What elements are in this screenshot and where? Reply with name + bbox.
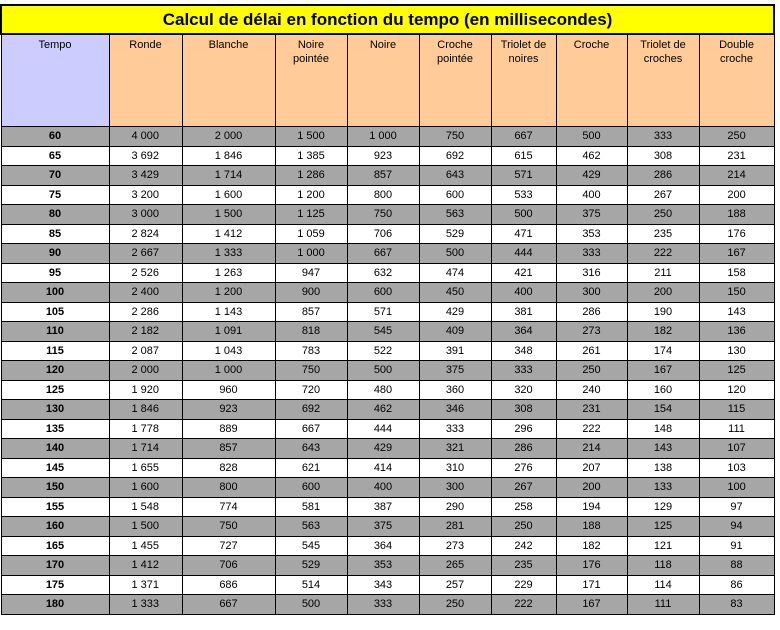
delay-cell[interactable]: 333 (347, 595, 419, 615)
delay-cell[interactable]: 333 (419, 419, 491, 439)
delay-cell[interactable]: 129 (627, 497, 699, 517)
delay-cell[interactable]: 1 500 (275, 127, 347, 147)
table-row (1, 458, 774, 478)
delay-cell[interactable]: 1 714 (182, 166, 275, 186)
delay-cell[interactable]: 1 385 (275, 146, 347, 166)
delay-cell[interactable]: 1 043 (182, 341, 275, 361)
delay-cell[interactable]: 414 (347, 458, 419, 478)
delay-cell[interactable]: 333 (556, 244, 627, 264)
delay-cell[interactable]: 1 548 (109, 497, 182, 517)
delay-cell[interactable]: 100 (699, 478, 774, 498)
delay-cell[interactable]: 1 846 (182, 146, 275, 166)
delay-cell[interactable]: 643 (419, 166, 491, 186)
delay-cell[interactable]: 2 400 (109, 283, 182, 303)
delay-cell[interactable]: 800 (347, 185, 419, 205)
delay-cell[interactable]: 818 (275, 322, 347, 342)
delay-cell[interactable]: 286 (627, 166, 699, 186)
delay-cell[interactable]: 1 455 (109, 536, 182, 556)
delay-cell[interactable]: 889 (182, 419, 275, 439)
table-row (1, 166, 774, 186)
tempo-cell[interactable]: 95 (1, 263, 109, 283)
tempo-cell[interactable]: 85 (1, 224, 109, 244)
delay-cell[interactable]: 273 (419, 536, 491, 556)
delay-cell[interactable]: 2 000 (182, 127, 275, 147)
delay-cell[interactable]: 229 (491, 575, 556, 595)
delay-cell[interactable]: 267 (491, 478, 556, 498)
delay-cell[interactable]: 4 000 (109, 127, 182, 147)
delay-cell[interactable]: 176 (556, 556, 627, 576)
table-body (1, 127, 774, 615)
tempo-cell[interactable]: 130 (1, 400, 109, 420)
delay-cell[interactable]: 471 (491, 224, 556, 244)
delay-cell[interactable]: 353 (556, 224, 627, 244)
delay-cell[interactable]: 750 (275, 361, 347, 381)
delay-cell[interactable]: 1 920 (109, 380, 182, 400)
delay-cell[interactable]: 200 (699, 185, 774, 205)
table-row (1, 556, 774, 576)
delay-cell[interactable]: 462 (347, 400, 419, 420)
delay-cell[interactable]: 273 (556, 322, 627, 342)
delay-cell[interactable]: 182 (627, 322, 699, 342)
delay-cell[interactable]: 1 200 (275, 185, 347, 205)
tempo-cell[interactable]: 145 (1, 458, 109, 478)
delay-cell[interactable]: 353 (347, 556, 419, 576)
delay-cell[interactable]: 632 (347, 263, 419, 283)
delay-cell[interactable]: 421 (491, 263, 556, 283)
column-header[interactable]: Double croche (699, 34, 774, 127)
delay-cell[interactable]: 167 (556, 595, 627, 615)
delay-cell[interactable]: 148 (627, 419, 699, 439)
delay-cell[interactable]: 360 (419, 380, 491, 400)
tempo-cell[interactable]: 75 (1, 185, 109, 205)
tempo-cell[interactable]: 175 (1, 575, 109, 595)
delay-cell[interactable]: 250 (627, 205, 699, 225)
delay-cell[interactable]: 258 (491, 497, 556, 517)
delay-cell[interactable]: 500 (347, 361, 419, 381)
delay-cell[interactable]: 125 (627, 517, 699, 537)
delay-cell[interactable]: 1 714 (109, 439, 182, 459)
delay-cell[interactable]: 429 (556, 166, 627, 186)
delay-cell[interactable]: 222 (627, 244, 699, 264)
delay-cell[interactable]: 235 (491, 556, 556, 576)
column-header[interactable]: Noire (347, 34, 419, 127)
delay-cell[interactable]: 364 (347, 536, 419, 556)
column-header[interactable]: Triolet de noires (491, 34, 556, 127)
delay-cell[interactable]: 250 (699, 127, 774, 147)
delay-cell[interactable]: 231 (556, 400, 627, 420)
delay-cell[interactable]: 400 (556, 185, 627, 205)
delay-cell[interactable]: 643 (275, 439, 347, 459)
table-row (1, 517, 774, 537)
delay-cell[interactable]: 231 (699, 146, 774, 166)
delay-cell[interactable]: 2 286 (109, 302, 182, 322)
delay-cell[interactable]: 138 (627, 458, 699, 478)
delay-cell[interactable]: 923 (347, 146, 419, 166)
delay-cell[interactable]: 2 182 (109, 322, 182, 342)
delay-cell[interactable]: 200 (556, 478, 627, 498)
delay-cell[interactable]: 1 333 (182, 244, 275, 264)
table-row (1, 497, 774, 517)
delay-cell[interactable]: 107 (699, 439, 774, 459)
tempo-cell[interactable]: 165 (1, 536, 109, 556)
column-header[interactable]: Blanche (182, 34, 275, 127)
delay-cell[interactable]: 211 (627, 263, 699, 283)
delay-cell[interactable]: 375 (347, 517, 419, 537)
spreadsheet (0, 4, 773, 615)
table-row (1, 146, 774, 166)
delay-cell[interactable]: 400 (491, 283, 556, 303)
delay-cell[interactable]: 158 (699, 263, 774, 283)
delay-cell[interactable]: 1 091 (182, 322, 275, 342)
column-header[interactable]: Tempo (1, 34, 109, 127)
delay-cell[interactable]: 86 (699, 575, 774, 595)
delay-cell[interactable]: 900 (275, 283, 347, 303)
delay-cell[interactable]: 182 (556, 536, 627, 556)
delay-cell[interactable]: 3 000 (109, 205, 182, 225)
delay-cell[interactable]: 462 (556, 146, 627, 166)
delay-cell[interactable]: 214 (556, 439, 627, 459)
delay-cell[interactable]: 600 (347, 283, 419, 303)
delay-cell[interactable]: 188 (699, 205, 774, 225)
delay-cell[interactable]: 857 (182, 439, 275, 459)
delay-cell[interactable]: 857 (347, 166, 419, 186)
table-row (1, 205, 774, 225)
tempo-cell[interactable]: 70 (1, 166, 109, 186)
table-row (1, 185, 774, 205)
delay-cell[interactable]: 286 (556, 302, 627, 322)
delay-cell[interactable]: 242 (491, 536, 556, 556)
tempo-cell[interactable]: 115 (1, 341, 109, 361)
delay-cell[interactable]: 290 (419, 497, 491, 517)
delay-cell[interactable]: 308 (491, 400, 556, 420)
delay-cell[interactable]: 529 (275, 556, 347, 576)
table-row (1, 400, 774, 420)
delay-cell[interactable]: 615 (491, 146, 556, 166)
delay-cell[interactable]: 1 655 (109, 458, 182, 478)
delay-cell[interactable]: 1 286 (275, 166, 347, 186)
delay-cell[interactable]: 281 (419, 517, 491, 537)
delay-cell[interactable]: 706 (347, 224, 419, 244)
table-row (1, 419, 774, 439)
delay-cell[interactable]: 1 846 (109, 400, 182, 420)
delay-cell[interactable]: 750 (182, 517, 275, 537)
delay-cell[interactable]: 500 (275, 595, 347, 615)
delay-cell[interactable]: 2 087 (109, 341, 182, 361)
delay-cell[interactable]: 200 (627, 283, 699, 303)
delay-cell[interactable]: 500 (556, 127, 627, 147)
delay-cell[interactable]: 1 333 (109, 595, 182, 615)
delay-cell[interactable]: 1 500 (109, 517, 182, 537)
delay-cell[interactable]: 581 (275, 497, 347, 517)
delay-cell[interactable]: 533 (491, 185, 556, 205)
column-header[interactable]: Croche (556, 34, 627, 127)
tempo-cell[interactable]: 170 (1, 556, 109, 576)
delay-cell[interactable]: 257 (419, 575, 491, 595)
delay-cell[interactable]: 750 (347, 205, 419, 225)
delay-table (0, 4, 775, 615)
delay-cell[interactable]: 300 (419, 478, 491, 498)
delay-cell[interactable]: 720 (275, 380, 347, 400)
delay-cell[interactable]: 2 667 (109, 244, 182, 264)
delay-cell[interactable]: 571 (491, 166, 556, 186)
column-header[interactable]: Ronde (109, 34, 182, 127)
delay-cell[interactable]: 1 000 (275, 244, 347, 264)
delay-cell[interactable]: 240 (556, 380, 627, 400)
delay-cell[interactable]: 265 (419, 556, 491, 576)
table-row (1, 341, 774, 361)
delay-cell[interactable]: 3 200 (109, 185, 182, 205)
delay-cell[interactable]: 960 (182, 380, 275, 400)
delay-cell[interactable]: 296 (491, 419, 556, 439)
delay-cell[interactable]: 133 (627, 478, 699, 498)
delay-cell[interactable]: 727 (182, 536, 275, 556)
table-row (1, 536, 774, 556)
delay-cell[interactable]: 750 (419, 127, 491, 147)
delay-cell[interactable]: 692 (275, 400, 347, 420)
delay-cell[interactable]: 333 (491, 361, 556, 381)
delay-cell[interactable]: 214 (699, 166, 774, 186)
delay-cell[interactable]: 480 (347, 380, 419, 400)
delay-cell[interactable]: 1 000 (347, 127, 419, 147)
delay-cell[interactable]: 1 412 (182, 224, 275, 244)
table-row (1, 224, 774, 244)
delay-cell[interactable]: 667 (347, 244, 419, 264)
column-header[interactable]: Triolet de croches (627, 34, 699, 127)
delay-cell[interactable]: 267 (627, 185, 699, 205)
delay-cell[interactable]: 160 (627, 380, 699, 400)
delay-cell[interactable]: 300 (556, 283, 627, 303)
delay-cell[interactable]: 136 (699, 322, 774, 342)
delay-cell[interactable]: 500 (419, 244, 491, 264)
delay-cell[interactable]: 429 (347, 439, 419, 459)
delay-cell[interactable]: 3 692 (109, 146, 182, 166)
tempo-cell[interactable]: 160 (1, 517, 109, 537)
delay-cell[interactable]: 522 (347, 341, 419, 361)
table-row (1, 263, 774, 283)
delay-cell[interactable]: 118 (627, 556, 699, 576)
delay-cell[interactable]: 348 (491, 341, 556, 361)
tempo-cell[interactable]: 80 (1, 205, 109, 225)
delay-cell[interactable]: 686 (182, 575, 275, 595)
delay-cell[interactable]: 167 (627, 361, 699, 381)
delay-cell[interactable]: 387 (347, 497, 419, 517)
delay-cell[interactable]: 1 600 (109, 478, 182, 498)
delay-cell[interactable]: 130 (699, 341, 774, 361)
delay-cell[interactable]: 320 (491, 380, 556, 400)
delay-cell[interactable]: 261 (556, 341, 627, 361)
tempo-cell[interactable]: 180 (1, 595, 109, 615)
delay-cell[interactable]: 3 429 (109, 166, 182, 186)
delay-cell[interactable]: 150 (699, 283, 774, 303)
delay-cell[interactable]: 514 (275, 575, 347, 595)
delay-cell[interactable]: 310 (419, 458, 491, 478)
delay-cell[interactable]: 250 (556, 361, 627, 381)
delay-cell[interactable]: 1 125 (275, 205, 347, 225)
tempo-cell[interactable]: 100 (1, 283, 109, 303)
delay-cell[interactable]: 800 (182, 478, 275, 498)
delay-cell[interactable]: 125 (699, 361, 774, 381)
delay-cell[interactable]: 500 (491, 205, 556, 225)
table-row (1, 244, 774, 264)
table-row (1, 127, 774, 147)
table-row (1, 478, 774, 498)
delay-cell[interactable]: 923 (182, 400, 275, 420)
delay-cell[interactable]: 222 (556, 419, 627, 439)
delay-cell[interactable]: 235 (627, 224, 699, 244)
delay-cell[interactable]: 222 (491, 595, 556, 615)
tempo-cell[interactable]: 155 (1, 497, 109, 517)
column-header[interactable]: Croche pointée (419, 34, 491, 127)
delay-cell[interactable]: 667 (275, 419, 347, 439)
delay-cell[interactable]: 563 (419, 205, 491, 225)
delay-cell[interactable]: 97 (699, 497, 774, 517)
delay-cell[interactable]: 114 (627, 575, 699, 595)
delay-cell[interactable]: 207 (556, 458, 627, 478)
table-row (1, 380, 774, 400)
delay-cell[interactable]: 1 200 (182, 283, 275, 303)
delay-cell[interactable]: 774 (182, 497, 275, 517)
delay-cell[interactable]: 1 778 (109, 419, 182, 439)
delay-cell[interactable]: 276 (491, 458, 556, 478)
delay-cell[interactable]: 286 (491, 439, 556, 459)
delay-cell[interactable]: 250 (419, 595, 491, 615)
tempo-cell[interactable]: 125 (1, 380, 109, 400)
delay-cell[interactable]: 947 (275, 263, 347, 283)
delay-cell[interactable]: 154 (627, 400, 699, 420)
tempo-cell[interactable]: 110 (1, 322, 109, 342)
delay-cell[interactable]: 1 371 (109, 575, 182, 595)
delay-cell[interactable]: 667 (182, 595, 275, 615)
delay-cell[interactable]: 563 (275, 517, 347, 537)
table-row (1, 283, 774, 303)
delay-cell[interactable]: 621 (275, 458, 347, 478)
header-row (1, 34, 774, 127)
tempo-cell[interactable]: 90 (1, 244, 109, 264)
table-title[interactable]: Calcul de délai en fonction du tempo (en millisecondes) (1, 5, 774, 34)
delay-cell[interactable]: 667 (491, 127, 556, 147)
column-header[interactable]: Noire pointée (275, 34, 347, 127)
delay-cell[interactable]: 381 (491, 302, 556, 322)
delay-cell[interactable]: 857 (275, 302, 347, 322)
delay-cell[interactable]: 444 (491, 244, 556, 264)
tempo-cell[interactable]: 60 (1, 127, 109, 147)
delay-cell[interactable]: 571 (347, 302, 419, 322)
delay-cell[interactable]: 121 (627, 536, 699, 556)
delay-cell[interactable]: 343 (347, 575, 419, 595)
delay-cell[interactable]: 143 (627, 439, 699, 459)
delay-cell[interactable]: 2 526 (109, 263, 182, 283)
delay-cell[interactable]: 321 (419, 439, 491, 459)
delay-cell[interactable]: 474 (419, 263, 491, 283)
delay-cell[interactable]: 176 (699, 224, 774, 244)
delay-cell[interactable]: 174 (627, 341, 699, 361)
delay-cell[interactable]: 783 (275, 341, 347, 361)
delay-cell[interactable]: 828 (182, 458, 275, 478)
delay-cell[interactable]: 103 (699, 458, 774, 478)
delay-cell[interactable]: 2 824 (109, 224, 182, 244)
delay-cell[interactable]: 692 (419, 146, 491, 166)
delay-cell[interactable]: 143 (699, 302, 774, 322)
delay-cell[interactable]: 444 (347, 419, 419, 439)
delay-cell[interactable]: 171 (556, 575, 627, 595)
table-row (1, 595, 774, 615)
tempo-cell[interactable]: 150 (1, 478, 109, 498)
delay-cell[interactable]: 600 (419, 185, 491, 205)
delay-cell[interactable]: 545 (347, 322, 419, 342)
delay-cell[interactable]: 450 (419, 283, 491, 303)
delay-cell[interactable]: 375 (556, 205, 627, 225)
delay-cell[interactable]: 706 (182, 556, 275, 576)
delay-cell[interactable]: 83 (699, 595, 774, 615)
delay-cell[interactable]: 115 (699, 400, 774, 420)
delay-cell[interactable]: 545 (275, 536, 347, 556)
tempo-cell[interactable]: 120 (1, 361, 109, 381)
delay-cell[interactable]: 429 (419, 302, 491, 322)
tempo-cell[interactable]: 65 (1, 146, 109, 166)
delay-cell[interactable]: 190 (627, 302, 699, 322)
delay-cell[interactable]: 529 (419, 224, 491, 244)
delay-cell[interactable]: 1 500 (182, 205, 275, 225)
table-row (1, 575, 774, 595)
table-row (1, 322, 774, 342)
delay-cell[interactable]: 1 600 (182, 185, 275, 205)
delay-cell[interactable]: 188 (556, 517, 627, 537)
delay-cell[interactable]: 120 (699, 380, 774, 400)
delay-cell[interactable]: 2 000 (109, 361, 182, 381)
delay-cell[interactable]: 194 (556, 497, 627, 517)
delay-cell[interactable]: 400 (347, 478, 419, 498)
tempo-cell[interactable]: 105 (1, 302, 109, 322)
delay-cell[interactable]: 1 000 (182, 361, 275, 381)
delay-cell[interactable]: 111 (699, 419, 774, 439)
delay-cell[interactable]: 364 (491, 322, 556, 342)
delay-cell[interactable]: 167 (699, 244, 774, 264)
delay-cell[interactable]: 600 (275, 478, 347, 498)
delay-cell[interactable]: 375 (419, 361, 491, 381)
delay-cell[interactable]: 250 (491, 517, 556, 537)
table-row (1, 302, 774, 322)
delay-cell[interactable]: 308 (627, 146, 699, 166)
delay-cell[interactable]: 111 (627, 595, 699, 615)
table-row (1, 361, 774, 381)
delay-cell[interactable]: 1 059 (275, 224, 347, 244)
delay-cell[interactable]: 409 (419, 322, 491, 342)
delay-cell[interactable]: 391 (419, 341, 491, 361)
delay-cell[interactable]: 1 412 (109, 556, 182, 576)
tempo-cell[interactable]: 140 (1, 439, 109, 459)
delay-cell[interactable]: 88 (699, 556, 774, 576)
table-row (1, 439, 774, 459)
delay-cell[interactable]: 94 (699, 517, 774, 537)
delay-cell[interactable]: 91 (699, 536, 774, 556)
tempo-cell[interactable]: 135 (1, 419, 109, 439)
delay-cell[interactable]: 333 (627, 127, 699, 147)
delay-cell[interactable]: 316 (556, 263, 627, 283)
delay-cell[interactable]: 1 143 (182, 302, 275, 322)
delay-cell[interactable]: 1 263 (182, 263, 275, 283)
delay-cell[interactable]: 346 (419, 400, 491, 420)
